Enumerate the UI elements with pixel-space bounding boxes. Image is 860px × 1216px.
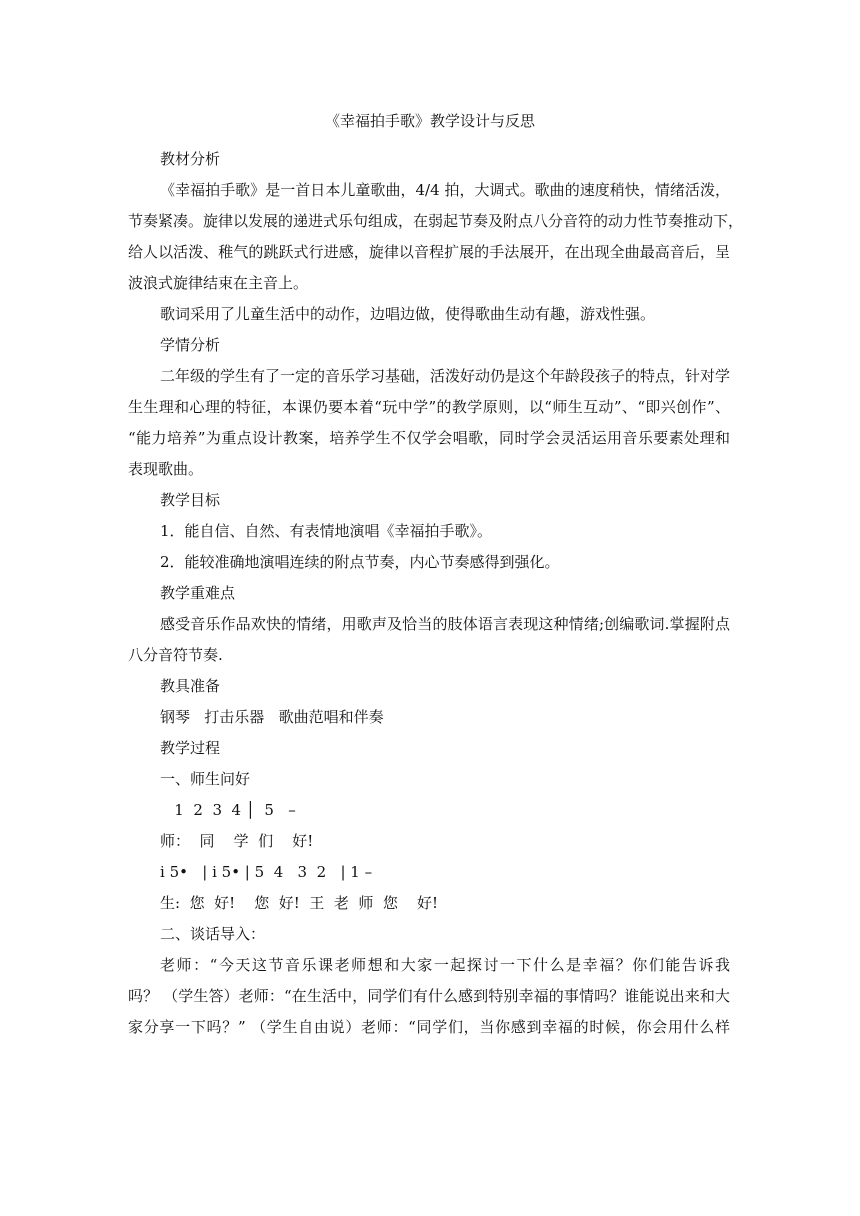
subsection-heading: 一、师生问好 (160, 770, 251, 788)
subsection-heading: 二、谈话导入： (160, 925, 266, 943)
paragraph-line: 节奏紧凑。旋律以发展的递进式乐句组成，在弱起节奏及附点八分音符的动力性节奏推动下， (128, 212, 744, 230)
section-heading: 教学目标 (160, 491, 221, 509)
paragraph-line: 给人以活泼、稚气的跳跃式行进感，旋律以音程扩展的手法展开，在出现全曲最高音后，呈 (128, 243, 730, 261)
paragraph-line: 歌词采用了儿童生活中的动作，边唱边做，使得歌曲生动有趣，游戏性强。 (160, 305, 656, 323)
section-heading: 教具准备 (160, 677, 221, 695)
notation-line: 1 2 3 4 │ 5 – (160, 801, 296, 819)
paragraph-line: 感受音乐作品欢快的情绪，用歌声及恰当的肢体语言表现这种情绪;创编歌词.掌握附点 (160, 615, 730, 633)
paragraph-line: 生生理和心理的特征，本课仍要本着“玩中学”的教学原则，以“师生互动”、“即兴创作”、 (128, 398, 730, 416)
list-item: 2．能较准确地演唱连续的附点节奏，内心节奏感得到强化。 (160, 553, 560, 571)
document-body (128, 144, 744, 1043)
section-heading: 学情分析 (160, 336, 221, 354)
section-heading: 教学过程 (160, 739, 221, 757)
section-heading: 教材分析 (160, 150, 221, 168)
notation-line: i 5• | i 5• | 5 4 3 2 | 1 – (160, 863, 373, 881)
paragraph-line: 二年级的学生有了一定的音乐学习基础，活泼好动仍是这个年龄段孩子的特点，针对学 (160, 367, 731, 385)
document-title: 《幸福拍手歌》教学设计与反思 (324, 112, 535, 130)
list-item: 1．能自信、自然、有表情地演唱《幸福拍手歌》。 (160, 522, 493, 540)
paragraph-line: 家分享一下吗？” （学生自由说）老师：“同学们，当你感到幸福的时候，你会用什么样 (128, 1018, 730, 1036)
paragraph-line: 《幸福拍手歌》是一首日本儿童歌曲，4/4 拍，大调式。歌曲的速度稍快，情绪活泼， (160, 181, 730, 199)
lyrics-line: 师： 同 学 们 好! (160, 832, 314, 850)
paragraph-line: “能力培养”为重点设计教案，培养学生不仅学会唱歌，同时学会灵活运用音乐要素处理和 (128, 429, 730, 447)
paragraph-line: 波浪式旋律结束在主音上。 (128, 274, 309, 292)
paragraph-line: 八分音符节奏. (128, 646, 223, 664)
paragraph-line: 钢琴 打击乐器 歌曲范唱和伴奏 (160, 708, 384, 726)
paragraph-line: 表现歌曲。 (128, 460, 204, 478)
section-heading: 教学重难点 (160, 584, 236, 602)
lyrics-line: 生: 您 好! 您 好! 王 老 师 您 好! (160, 894, 439, 912)
paragraph-line: 吗？ （学生答）老师：“在生活中，同学们有什么感到特别幸福的事情吗？谁能说出来和大 (128, 987, 730, 1005)
paragraph-line: 老师：“今天这节音乐课老师想和大家一起探讨一下什么是幸福？你们能告诉我 (160, 956, 730, 974)
